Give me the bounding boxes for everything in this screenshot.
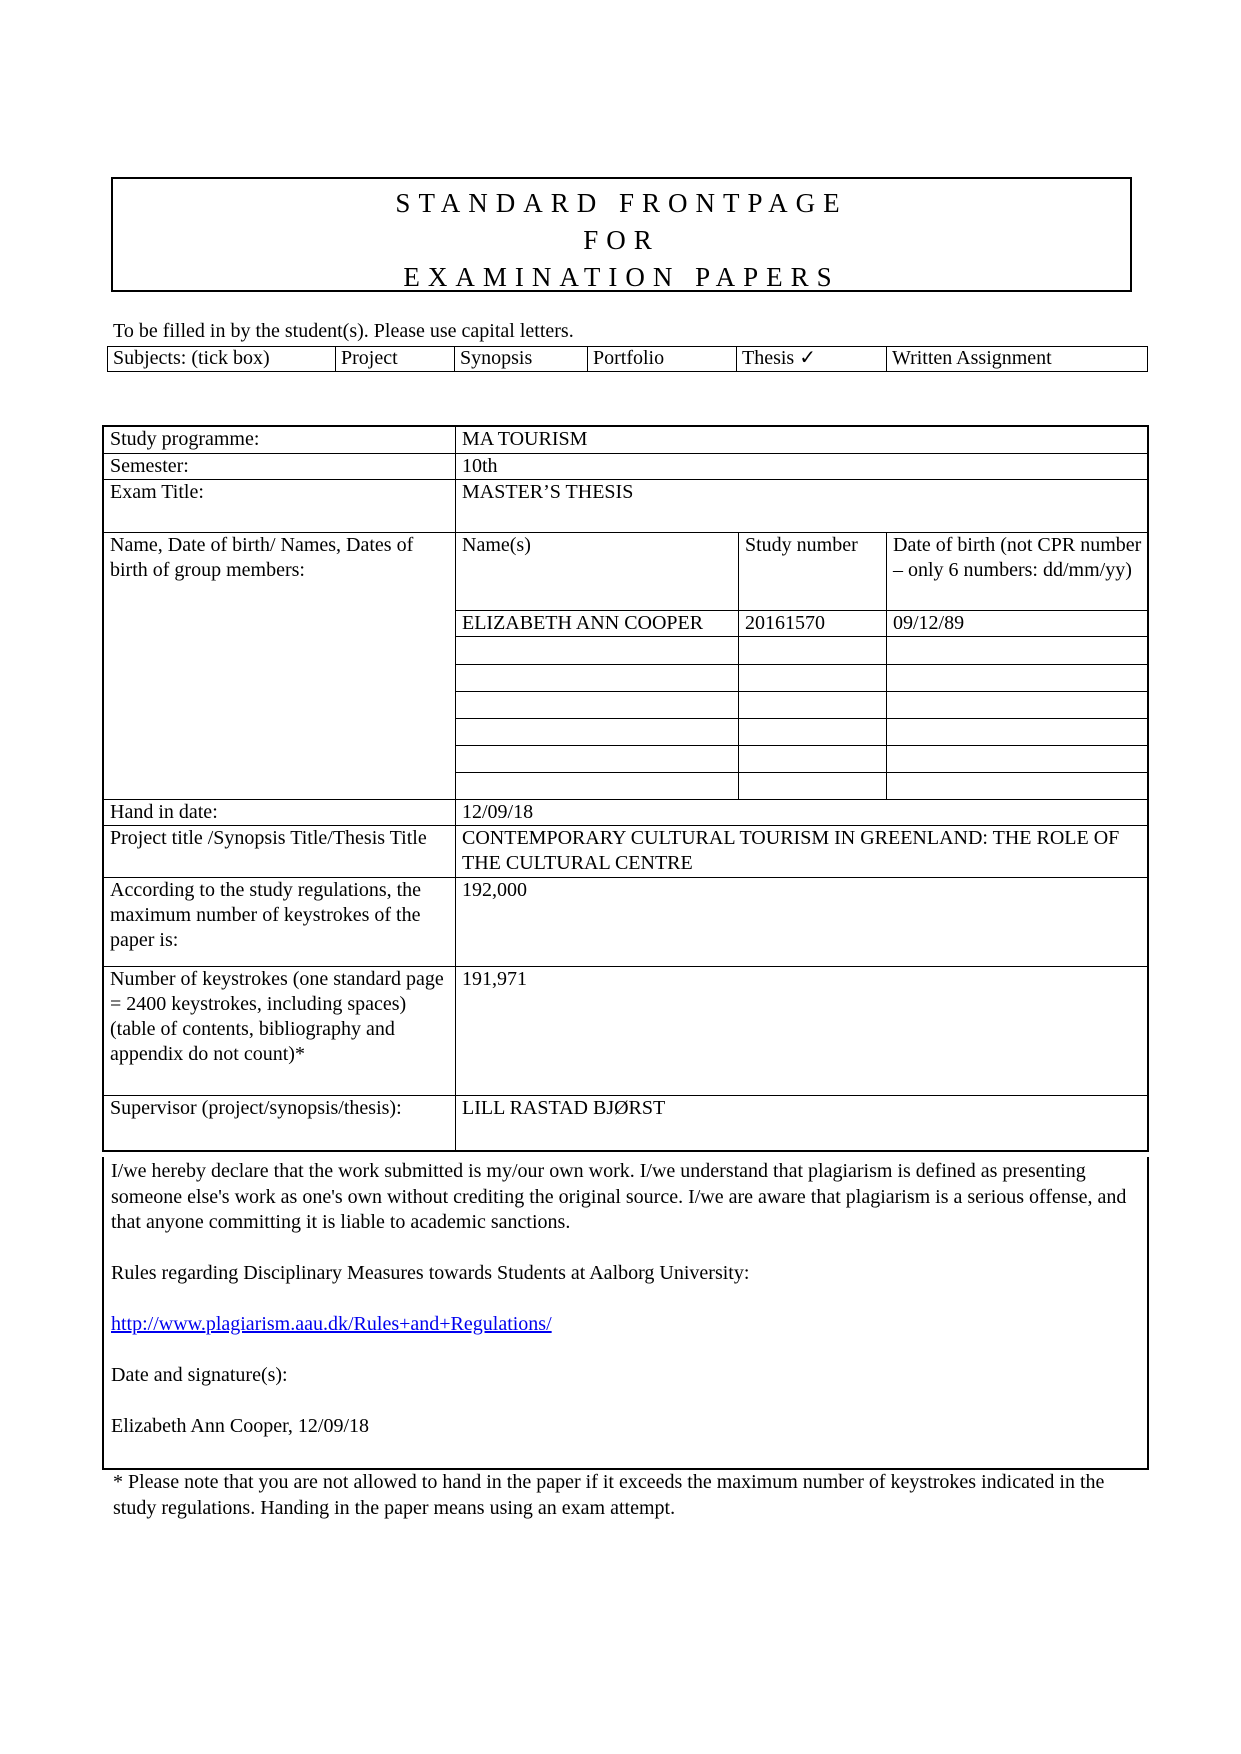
plagiarism-rules-link[interactable]: http://www.plagiarism.aau.dk/Rules+and+Regulations/ [111,1313,552,1335]
project-title-value[interactable]: CONTEMPORARY CULTURAL TOURISM IN GREENLAND: THE ROLE OF THE CULTURAL CENTRE [456,825,1149,877]
max-keystrokes-label: According to the study regulations, the maximum number of keystrokes of the paper is: [103,877,456,966]
member-name-cell[interactable] [456,772,739,799]
member-study-number-cell[interactable] [739,636,887,664]
member-study-number-1[interactable]: 20161570 [739,610,887,636]
member-study-number-cell[interactable] [739,745,887,772]
member-name-cell[interactable] [456,664,739,691]
member-dob-1[interactable]: 09/12/89 [887,610,1149,636]
declaration-text: I/we hereby declare that the work submitted is my/our own work. I/we understand that plagiarism is defined as presenting someone else's work as one's own without crediting the original source. I/we are aware that plagiarism is a serious offense, and that anyone committing it is liable to academic sanctions. [111,1160,1127,1233]
member-dob-cell[interactable] [887,664,1149,691]
study-programme-value[interactable]: MA TOURISM [456,426,1149,453]
subject-synopsis[interactable]: Synopsis [455,347,588,372]
dob-header: Date of birth (not CPR number – only 6 numbers: dd/mm/yy) [887,532,1149,610]
date-signature-label: Date and signature(s): [111,1364,288,1386]
member-dob-cell[interactable] [887,745,1149,772]
max-keystrokes-value[interactable]: 192,000 [456,877,1149,966]
member-dob-cell[interactable] [887,772,1149,799]
hand-in-value[interactable]: 12/09/18 [456,799,1149,825]
subjects-label: Subjects: (tick box) [108,347,336,372]
member-dob-cell[interactable] [887,718,1149,745]
num-keystrokes-label: Number of keystrokes (one standard page = 2400 keystrokes, including spaces) (table of contents, bibliography and appendix do not count)* [103,966,456,1095]
subject-written-assignment[interactable]: Written Assignment [887,347,1148,372]
member-dob-cell[interactable] [887,636,1149,664]
instruction-text: To be filled in by the student(s). Please use capital letters. [113,320,574,342]
project-title-label: Project title /Synopsis Title/Thesis Title [103,825,456,877]
member-dob-cell[interactable] [887,691,1149,718]
subjects-table [107,346,1148,372]
names-header: Name(s) [456,532,739,610]
title-line-1: STANDARD FRONTPAGE [395,188,848,218]
member-study-number-cell[interactable] [739,664,887,691]
study-programme-label: Study programme: [103,426,456,453]
member-study-number-cell[interactable] [739,691,887,718]
supervisor-label: Supervisor (project/synopsis/thesis): [103,1095,456,1151]
supervisor-value[interactable]: LILL RASTAD BJØRST [456,1095,1149,1151]
subject-thesis[interactable]: Thesis ✓ [737,347,887,372]
semester-label: Semester: [103,453,456,479]
study-number-header: Study number [739,532,887,610]
exam-form-table [102,425,1149,1152]
member-name-cell[interactable] [456,636,739,664]
exam-title-value[interactable]: MASTER’S THESIS [456,479,1149,532]
member-name-cell[interactable] [456,745,739,772]
signature: Elizabeth Ann Cooper, 12/09/18 [111,1415,370,1437]
exam-title-label: Exam Title: [103,479,456,532]
semester-value[interactable]: 10th [456,453,1149,479]
subject-portfolio[interactable]: Portfolio [588,347,737,372]
num-keystrokes-value[interactable]: 191,971 [456,966,1149,1095]
title-line-2: FOR [583,225,660,255]
member-name-cell[interactable] [456,691,739,718]
member-name-1[interactable]: ELIZABETH ANN COOPER [456,610,739,636]
hand-in-label: Hand in date: [103,799,456,825]
member-study-number-cell[interactable] [739,718,887,745]
members-label: Name, Date of birth/ Names, Dates of birth of group members: [103,532,456,799]
subject-project[interactable]: Project [336,347,455,372]
title-line-3: EXAMINATION PAPERS [403,262,840,292]
rules-text: Rules regarding Disciplinary Measures towards Students at Aalborg University: [111,1262,750,1284]
member-study-number-cell[interactable] [739,772,887,799]
declaration-box [102,1157,1149,1470]
frontpage-title-box [111,177,1132,292]
member-name-cell[interactable] [456,718,739,745]
footnote: * Please note that you are not allowed to hand in the paper if it exceeds the maximum number of keystrokes indicated in the study regulations. Handing in the paper means using an exam attempt. [113,1471,1105,1519]
